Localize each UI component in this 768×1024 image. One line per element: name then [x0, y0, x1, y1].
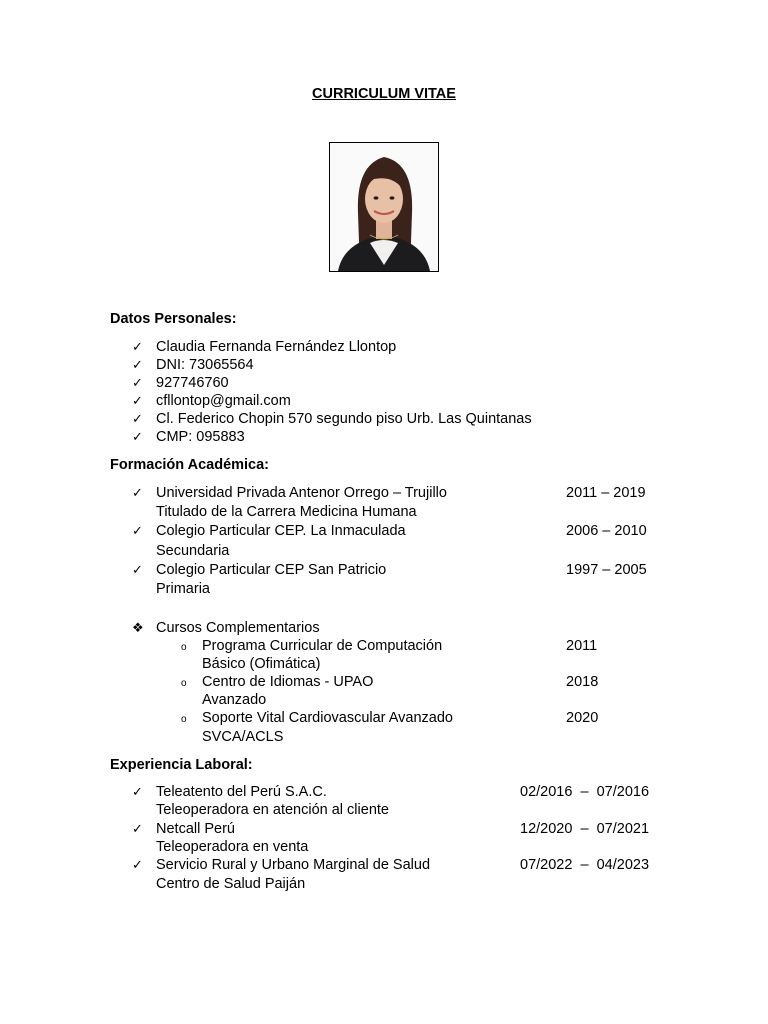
check-icon: ✓	[132, 523, 143, 538]
circle-bullet-icon: o	[181, 714, 187, 725]
experiencia-company: Servicio Rural y Urbano Marginal de Salud	[156, 857, 431, 873]
curso-year: 2011	[566, 638, 598, 654]
formacion-item-detail: Primaria	[156, 581, 210, 597]
experiencia-role: Teleoperadora en atención al cliente	[156, 802, 389, 818]
check-icon: ✓	[132, 429, 143, 444]
check-icon: ✓	[132, 485, 143, 500]
curso-detail: SVCA/ACLS	[202, 729, 284, 745]
check-icon: ✓	[132, 562, 143, 577]
experiencia-period: 02/2016 – 07/2016	[520, 784, 650, 800]
section-heading-formacion: Formación Académica:	[110, 457, 270, 473]
datos-dni: DNI: 73065564	[156, 357, 254, 373]
diamond-bullet-icon: ❖	[132, 620, 144, 635]
datos-cmp: CMP: 095883	[156, 429, 245, 445]
check-icon: ✓	[132, 821, 143, 836]
formacion-item-period: 2006 – 2010	[566, 523, 647, 539]
experiencia-company: Netcall Perú	[156, 821, 235, 837]
curso-detail: Avanzado	[202, 692, 267, 708]
formacion-item-detail: Titulado de la Carrera Medicina Humana	[156, 504, 417, 520]
circle-bullet-icon: o	[181, 642, 187, 653]
experiencia-company: Teleatento del Perú S.A.C.	[156, 784, 327, 800]
curso-year: 2020	[566, 710, 599, 726]
curso-year: 2018	[566, 674, 599, 690]
datos-phone: 927746760	[156, 375, 229, 391]
curso-name: Programa Curricular de Computación	[202, 638, 443, 654]
experiencia-role: Centro de Salud Paiján	[156, 876, 306, 892]
datos-address: Cl. Federico Chopin 570 segundo piso Urb. Las Quintanas	[156, 411, 532, 427]
check-icon: ✓	[132, 784, 143, 799]
check-icon: ✓	[132, 375, 143, 390]
formacion-item-period: 2011 – 2019	[566, 485, 646, 501]
check-icon: ✓	[132, 357, 143, 372]
curso-name: Soporte Vital Cardiovascular Avanzado	[202, 710, 453, 726]
check-icon: ✓	[132, 411, 143, 426]
section-heading-datos: Datos Personales:	[110, 311, 237, 327]
section-heading-experiencia: Experiencia Laboral:	[110, 757, 253, 773]
formacion-item-detail: Secundaria	[156, 543, 230, 559]
datos-name: Claudia Fernanda Fernández Llontop	[156, 339, 397, 355]
check-icon: ✓	[132, 393, 143, 408]
formacion-item-name: Colegio Particular CEP. La Inmaculada	[156, 523, 406, 539]
check-icon: ✓	[132, 339, 143, 354]
curso-name: Centro de Idiomas - UPAO	[202, 674, 374, 690]
check-icon: ✓	[132, 857, 143, 872]
curso-detail: Básico (Ofimática)	[202, 656, 321, 672]
experiencia-period: 07/2022 – 04/2023	[520, 857, 650, 873]
cursos-label: Cursos Complementarios	[156, 620, 320, 636]
formacion-item-name: Colegio Particular CEP San Patricio	[156, 562, 387, 578]
profile-photo	[329, 142, 439, 272]
experiencia-period: 12/2020 – 07/2021	[520, 821, 650, 837]
formacion-item-period: 1997 – 2005	[566, 562, 647, 578]
document-title: CURRICULUM VITAE	[312, 86, 456, 102]
experiencia-role: Teleoperadora en venta	[156, 839, 309, 855]
datos-email: cfllontop@gmail.com	[156, 393, 291, 409]
circle-bullet-icon: o	[181, 678, 187, 689]
formacion-item-name: Universidad Privada Antenor Orrego – Trujillo	[156, 485, 447, 501]
